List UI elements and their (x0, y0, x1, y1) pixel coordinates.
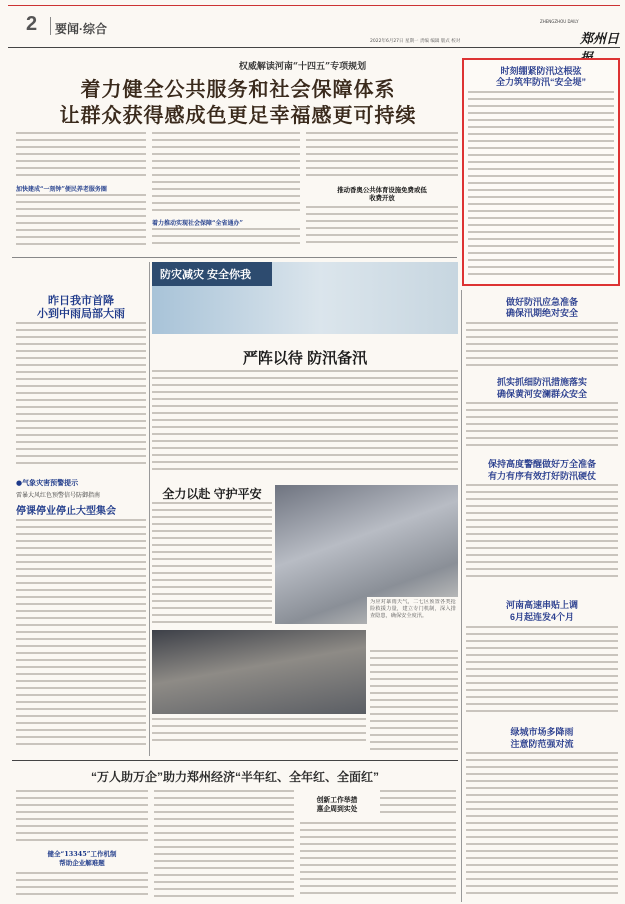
center-title-2: 全力以赴 守护平安 (162, 487, 262, 501)
lead-subhead-3: 推动香奥公共体育设施免费或低收费开放 (337, 186, 427, 202)
lead-body-col3b (306, 206, 458, 250)
bottom-body-3 (300, 822, 456, 900)
right-column-rule (461, 290, 462, 902)
right-story-1-title-2: 确保汛期绝对安全 (505, 308, 578, 318)
lead-title-1: 着力健全公共服务和社会保障体系 (80, 79, 396, 101)
masthead-en: ZHENGZHOU DAILY (540, 19, 579, 24)
left-column-rule (149, 262, 150, 756)
right-story-4-title-2: 6月起连发4个月 (509, 612, 574, 622)
bottom-subhead-3: 健全“13345”工作机制 帮助企业解难题 (47, 850, 117, 867)
center-body-2 (152, 502, 272, 626)
bottom-body-1b (16, 872, 148, 900)
header-divider (50, 17, 51, 35)
masthead: 郑州日 (580, 32, 620, 47)
mid-rule (12, 257, 457, 258)
right-story-2-title-1: 抓实抓细防汛措施落实 (496, 377, 587, 387)
right-story-2-title-2: 确保黄河安澜群众安全 (496, 389, 587, 399)
warning-kicker: ●气象灾害预警提示 (16, 478, 79, 487)
warning-title: 停课停业停止大型集会 (16, 506, 116, 517)
bottom-title: “万人助万企”助力郑州经济“半年红、全年红、全面红” (90, 770, 379, 784)
right-story-4-body (466, 626, 618, 718)
center-body (152, 370, 458, 474)
right-story-3-title-1: 保持高度警醒做好万全准备 (487, 459, 596, 469)
rescue-photo (152, 630, 366, 714)
center-title: 严阵以待 防汛备汛 (242, 350, 368, 367)
lead-kicker: 权威解读河南“十四五”专项规划 (238, 62, 367, 72)
section-title: 要闻·综合 (55, 22, 107, 36)
bottom-rule (12, 760, 458, 761)
right-story-1-body (466, 322, 618, 368)
left-story-body (16, 322, 146, 472)
bottom-subhead-1: 创新工作举措 惠企周到实处 (316, 796, 358, 813)
lead-body-col3 (306, 132, 458, 184)
side-box-title-2: 全力筑牢防汛“安全堤” (495, 77, 586, 87)
lead-subhead-2: 着力推动实现社会保障“全省通办” (152, 220, 243, 227)
right-story-5-title-2: 注意防范强对流 (510, 739, 574, 749)
warning-guide: 雷暴大风红色预警信号防御指南 (16, 492, 101, 499)
side-box-title-1: 时刻绷紧防汛这根弦 (500, 66, 582, 76)
right-story-5-title-1: 绿城市场多降雨 (510, 727, 574, 737)
lead-title-2: 让群众获得感成色更足幸福感更可持续 (59, 105, 417, 127)
rescue-photo-caption (152, 718, 366, 752)
right-story-3-body (466, 484, 618, 586)
bottom-body-1 (16, 790, 148, 846)
right-story-1-title-1: 做好防汛应急准备 (505, 297, 578, 307)
header-rule (8, 47, 620, 48)
right-story-3-title-2: 有力有序有效打好防汛硬仗 (487, 471, 596, 481)
page-number: 2 (26, 13, 38, 35)
warning-body (16, 519, 146, 755)
lead-subhead-1: 加快建成“一刻钟”便民养老服务圈 (16, 186, 107, 193)
bottom-body-2 (154, 790, 294, 900)
bottom-body-3a (380, 790, 456, 820)
left-story-title-1: 昨日我市首降 (48, 295, 114, 307)
banner-title: 防灾减灾 安全你我 (160, 269, 252, 281)
right-story-4-title-1: 河南高速串贴上调 (505, 600, 578, 610)
right-story-5-body (466, 752, 618, 898)
left-story-title-2: 小到中雨局部大雨 (37, 308, 125, 320)
lead-body-col2b (152, 228, 300, 248)
center-body-3 (370, 650, 458, 754)
date-line: 2022年6月27日 星期一 责编 编辑 版式 校对 (370, 39, 461, 44)
top-rule (8, 5, 620, 6)
side-box-body (468, 91, 614, 281)
lead-body-col1 (16, 132, 146, 180)
photo-caption: 为应对暴雨天气，二七区预置各类抢险救援力量，建立专门机制，深入排查隐患，确保安全度汛。 (370, 599, 456, 620)
lead-body-col1b (16, 194, 146, 248)
right-story-2-body (466, 402, 618, 450)
lead-body-col2 (152, 132, 300, 216)
